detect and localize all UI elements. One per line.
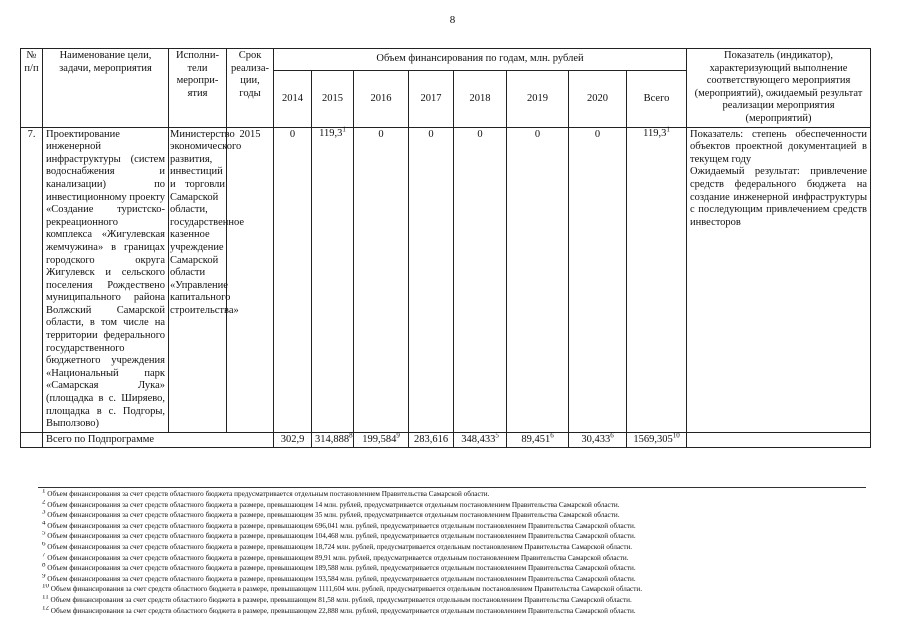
total-value-total: 1569,305$^{10}$	[627, 432, 687, 448]
header-year: 2019	[507, 71, 569, 127]
footnote: $^6$ Объем финансирования за счет средств областного бюджета в размере, превышающем 18,724 млн. рублей, предусматривается отдельным постановлением Правительства Самарской области.	[42, 541, 633, 551]
indicator-text: Показатель: степень обеспеченности объектов проектной документацией в текущем году	[690, 128, 868, 165]
row-value-2017: 0	[409, 127, 454, 432]
footnote: $^{12}$ Объем финансирования за счет средств областного бюджета в размере, превышающем 22,888 млн. рублей, предусматривается отдельным постановлением Правительства Самарской области.	[42, 605, 636, 615]
header-financing: Объем финансирования по годам, млн. рублей	[274, 49, 687, 71]
total-value-2015: 314,888$^8$	[312, 432, 354, 448]
header-year: 2015	[312, 71, 354, 127]
header-num: № п/п	[21, 49, 43, 128]
total-row	[21, 432, 871, 448]
row-value-2015: 119,3$^1$	[312, 127, 354, 432]
page-number: 8	[449, 14, 456, 26]
row-value-2016: 0	[354, 127, 409, 432]
total-value-2019: 89,451$^6$	[507, 432, 569, 448]
footnote: $^3$ Объем финансирования за счет средств областного бюджета в размере, превышающем 35 млн. рублей, предусматривается отдельным постановлением Правительства Самарской области.	[42, 510, 620, 520]
total-value-2014: 302,9	[274, 432, 312, 448]
row-value-2019: 0	[507, 127, 569, 432]
footnote: $^4$ Объем финансирования за счет средств областного бюджета в размере, превышающем 696,041 млн. рублей, предусматривается отдельным постановлением Правительства Самарской области.	[42, 520, 636, 530]
header-year: 2017	[409, 71, 454, 127]
footnote: $^{10}$ Объем финансирования за счет средств областного бюджета в размере, превышающем 1111,604 млн. рублей, предусматривается отдельным постановлением Правительства Самарской области.	[42, 584, 642, 594]
financing-table	[20, 48, 871, 448]
footnote: $^1$ Объем финансирования за счет средств областного бюджета предусматривается отдельным постановлением Правительства Самарской области.	[42, 489, 490, 498]
header-year: 2016	[354, 71, 409, 127]
header-year: 2014	[274, 71, 312, 127]
table-row	[21, 127, 871, 432]
footnotes	[42, 489, 862, 616]
header-total: Всего	[627, 71, 687, 127]
header-year: 2020	[569, 71, 627, 127]
footnote: $^9$ Объем финансирования за счет средств областного бюджета в размере, превышающем 193,584 млн. рублей, предусматривается отдельным постановлением Правительства Самарской области.	[42, 573, 636, 583]
footnote: $^2$ Объем финансирования за счет средств областного бюджета в размере, превышающем 14 млн. рублей, предусматривается отдельным постановлением Правительства Самарской области.	[42, 499, 620, 509]
header-indicator: Показатель (индикатор), характеризующий выполнение соответствующего мероприятия (мероприятий), ожидаемый результат реализации мероприятия (мероприятий)	[687, 49, 871, 128]
footnote: $^{11}$ Объем финансирования за счет средств областного бюджета в размере, превышающем 81,58 млн. рублей, предусматривается отдельным постановлением Правительства Самарской области.	[42, 594, 632, 604]
footnote: $^5$ Объем финансирования за счет средств областного бюджета в размере, превышающем 104,468 млн. рублей, предусматривается отдельным постановлением Правительства Самарской области.	[42, 531, 636, 541]
total-value-2018: 348,433$^5$	[454, 432, 507, 448]
total-value-2016: 199,584$^9$	[354, 432, 409, 448]
row-value-total: 119,3$^1$	[627, 127, 687, 432]
row-term: 2015	[227, 127, 274, 432]
header-executors: Исполни-тели меропри-ятия	[169, 49, 227, 128]
footnote: $^7$ Объем финансирования за счет средств областного бюджета в размере, превышающем 89,91 млн. рублей, предусматривается отдельным постановлением Правительства Самарской области.	[42, 552, 629, 562]
row-indicator	[687, 127, 871, 432]
row-value-2020: 0	[569, 127, 627, 432]
header-term: Срок реализа-ции, годы	[227, 49, 274, 128]
row-num: 7.	[21, 127, 43, 432]
row-name: Проектирование инженерной инфраструктуры (систем водоснабжения и канализации) по инвестиционному проекту «Создание туристско-рекреационного комплекса «Жигулевская жемчужина» в границах городского округа Жигулевск и сельского поселения Рождествено муниципального района Волжский Самарской области, в том числе на территории федерального государственного бюджетного учреждения «Национальный парк «Самарская Лука» (площадка в с. Ширяево, площадка в с. Подгоры, Выползово)	[43, 127, 169, 432]
total-value-2020: 30,433$^6$	[569, 432, 627, 448]
total-label: Всего по Подпрограмме	[43, 432, 274, 448]
header-year: 2018	[454, 71, 507, 127]
total-value-2017: 283,616	[409, 432, 454, 448]
header-name: Наименование цели, задачи, мероприятия	[43, 49, 169, 128]
footnote-separator	[38, 487, 866, 488]
footnote: $^8$ Объем финансирования за счет средств областного бюджета в размере, превышающем 189,588 млн. рублей, предусматривается отдельным постановлением Правительства Самарской области.	[42, 563, 636, 573]
row-value-2018: 0	[454, 127, 507, 432]
row-value-2014: 0	[274, 127, 312, 432]
row-executors: Министерство экономического развития, инвестиций и торговли Самарской области, государственное казенное учреждение Самарской области «Управление капитального строительства»	[169, 127, 227, 432]
expected-result-text: Ожидаемый результат: привлечение средств федерального бюджета на создание инженерной инфраструктуры с последующим привлечением средств инвесторов	[690, 166, 868, 228]
